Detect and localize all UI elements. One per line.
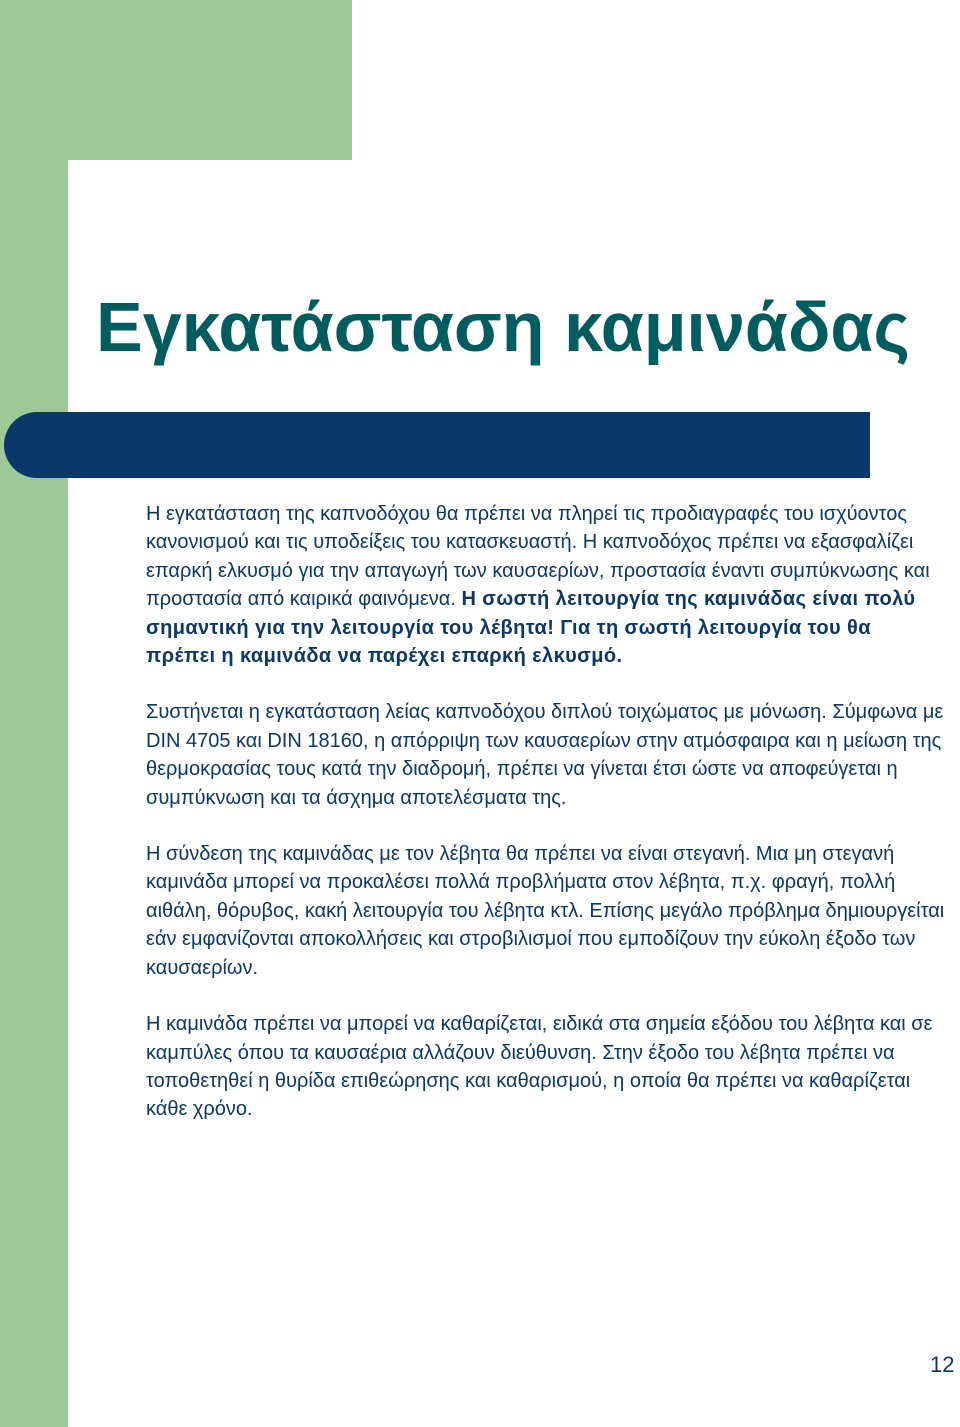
paragraph-text-emphasis: Η σωστή λειτουργία της καμινάδας είναι πολύ σημαντική για την λειτουργία του λέβητα! Για τη σωστή λειτουργία του θα πρέπει η καμινάδα να παρέχει επαρκή ελκυσμό. <box>146 588 916 668</box>
decorative-green-sidebar <box>0 0 68 1427</box>
page-number: 12 <box>930 1352 955 1377</box>
paragraph-text: Η σύνδεση της καμινάδας με τον λέβητα θα πρέπει να είναι στεγανή. Μια μη στεγανή καμινάδα μπορεί να προκαλέσει πολλά προβλήματα στον λέβητα, π.χ. φραγή, πολλή αιθάλη, θόρυβος, κακή λειτουργία του λέβητα κτλ. Επίσης μεγάλο πρόβλημα δημιουργείται εάν εμφανίζονται αποκολλήσεις και στροβιλισμοί που εμποδίζουν την εύκολη έξοδο των καυσαερίων. <box>146 843 945 979</box>
paragraph-chimney-requirements <box>146 500 946 670</box>
paragraph-text: Η εγκατάσταση της καπνοδόχου θα πρέπει να πληρεί τις προδιαγραφές του ισχύοντος κανονισμού και τις υποδείξεις του κατασκευαστή. Η καπνοδόχος πρέπει να εξασφαλίζει επαρκή ελκυσμό για την απαγωγή των καυσαερίων, προστασία έναντι συμπύκνωσης και προστασία από καιρικά φαινόμενα. <box>146 503 930 611</box>
page-title: Εγκατάσταση καμινάδας <box>96 288 910 366</box>
paragraph-insulated-chimney <box>146 698 946 812</box>
paragraph-airtight-connection <box>146 840 946 982</box>
body-text <box>146 500 946 1152</box>
paragraph-text: Συστήνεται η εγκατάσταση λείας καπνοδόχου διπλού τοιχώματος με μόνωση. Σύμφωνα με DIN 4705 και DIN 18160, η απόρριψη των καυσαερίων στην ατμόσφαιρα και η μείωση της θερμοκρασίας τους κατά την διαδρομή, πρέπει να γίνεται έτσι ώστε να αποφεύγεται η συμπύκνωση και τα άσχημα αποτελέσματα της. <box>146 701 944 809</box>
paragraph-text: Η καμινάδα πρέπει να μπορεί να καθαρίζεται, ειδικά στα σημεία εξόδου του λέβητα και σε καμπύλες όπου τα καυσαέρια αλλάζουν διεύθυνση. Στην έξοδο του λέβητα πρέπει να τοποθετηθεί η θυρίδα επιθεώρησης και καθαρισμού, η οποία θα πρέπει να καθαρίζεται κάθε χρόνο. <box>146 1013 933 1121</box>
paragraph-cleaning <box>146 1010 946 1124</box>
title-underline-bar <box>4 412 870 478</box>
